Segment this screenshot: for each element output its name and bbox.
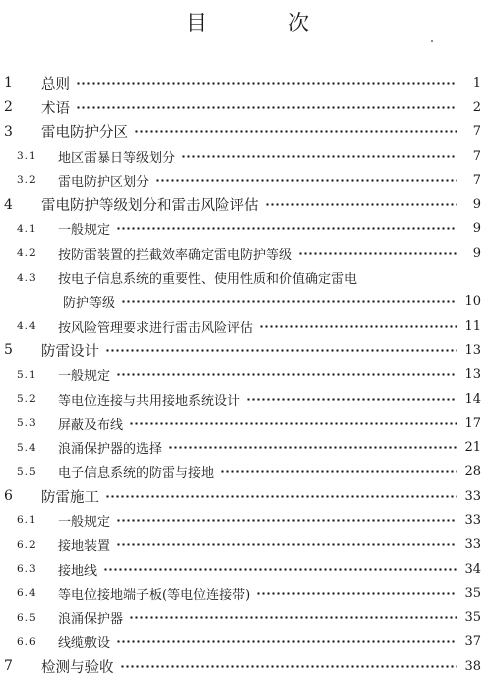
- toc-entry[interactable]: [0, 217, 495, 241]
- toc-entry-number: 4.1: [17, 222, 37, 235]
- toc-entry-page-number: 10: [464, 294, 481, 310]
- toc-entry[interactable]: [0, 265, 495, 289]
- dot-leader: [134, 120, 457, 144]
- toc-entry-page-number: 21: [464, 440, 481, 456]
- toc-entry-number: 3.2: [17, 174, 37, 187]
- toc-entry-title: 按风险管理要求进行雷击风险评估: [58, 320, 254, 336]
- toc-entry-number: 2: [4, 99, 13, 116]
- dot-leader: [246, 387, 457, 411]
- toc-entry[interactable]: [0, 581, 495, 605]
- toc-entry-page-number: 7: [472, 124, 481, 140]
- toc-entry-page-number: 35: [464, 610, 481, 626]
- dot-leader: [116, 508, 457, 532]
- toc-entry-page-number: 7: [472, 148, 481, 164]
- dot-leader: [103, 557, 457, 581]
- toc-entry[interactable]: [0, 144, 495, 168]
- toc-entry[interactable]: [0, 411, 495, 435]
- toc-entry-title: 雷电防护分区: [41, 125, 128, 142]
- toc-entry[interactable]: [0, 508, 495, 532]
- page-title: 目 次: [186, 11, 339, 35]
- toc-entry-page-number: 33: [464, 488, 481, 504]
- toc-entry-page-number: 1: [472, 75, 481, 91]
- dot-leader: [76, 71, 457, 95]
- toc-entry-page-number: 13: [464, 342, 481, 358]
- toc-entry-title: 线缆敷设: [58, 636, 111, 652]
- toc-entry-title: 防护等级: [63, 296, 116, 312]
- dot-leader: [265, 192, 458, 216]
- toc-entry-title: 浪涌保护器的选择: [58, 442, 163, 458]
- toc-entry-title: 按防雷装置的拦截效率确定雷电防护等级: [58, 247, 293, 263]
- toc-entry[interactable]: [0, 557, 495, 581]
- dot-leader: [121, 290, 457, 314]
- toc-entry-page-number: 14: [464, 391, 481, 407]
- toc-entry-page-number: 11: [464, 318, 481, 334]
- toc-entry-page-number: 34: [464, 561, 481, 577]
- toc-entry[interactable]: [0, 241, 495, 265]
- toc-entry-number: 4.4: [17, 320, 37, 333]
- toc-entry[interactable]: [0, 338, 495, 362]
- dot-leader: [105, 484, 457, 508]
- toc-entry-title: 总则: [41, 76, 70, 93]
- toc-entry-number: 6.3: [17, 563, 37, 576]
- toc-entry-number: 5.4: [17, 441, 37, 454]
- toc-entry-title: 浪涌保护器: [58, 612, 124, 628]
- toc-entry[interactable]: [0, 460, 495, 484]
- toc-entry-number: 6: [4, 488, 13, 505]
- toc-entry-title: 一般规定: [58, 369, 111, 385]
- toc-entry-continuation[interactable]: [0, 290, 495, 314]
- dot-leader: [129, 606, 457, 630]
- table-of-contents: [0, 71, 495, 678]
- dot-leader: [116, 217, 457, 241]
- toc-entry[interactable]: [0, 387, 495, 411]
- toc-entry-number: 1: [4, 75, 13, 92]
- toc-entry-title: 检测与验收: [41, 659, 114, 676]
- toc-entry-number: 6.2: [17, 538, 37, 551]
- toc-entry-number: 7: [4, 658, 13, 675]
- toc-entry-page-number: 38: [464, 658, 481, 674]
- toc-entry-title: 接地装置: [58, 539, 111, 555]
- toc-entry-page-number: 17: [464, 415, 481, 431]
- dot-leader: [76, 95, 457, 119]
- dot-leader: [120, 654, 458, 678]
- toc-entry-title: 防雷设计: [41, 343, 99, 360]
- toc-entry-number: 4.3: [17, 271, 37, 284]
- toc-entry[interactable]: [0, 71, 495, 95]
- toc-entry-number: 3.1: [17, 150, 37, 163]
- dot-leader: [116, 533, 457, 557]
- dot-leader: [259, 314, 457, 338]
- toc-entry-title: 一般规定: [58, 223, 111, 239]
- dot-leader: [256, 581, 457, 605]
- toc-entry-number: 5.3: [17, 417, 37, 430]
- dot-leader: [116, 630, 457, 654]
- toc-entry-number: 5.2: [17, 393, 37, 405]
- toc-entry-page-number: 37: [464, 634, 481, 650]
- toc-entry-number: 5.5: [17, 465, 37, 478]
- toc-entry-page-number: 7: [472, 172, 481, 188]
- toc-entry-number: 6.6: [17, 635, 37, 648]
- toc-entry-number: 6.1: [17, 514, 37, 527]
- dot-leader: [298, 241, 457, 265]
- dot-leader: [155, 168, 457, 192]
- dot-leader: [181, 144, 457, 168]
- toc-entry-title: 接地线: [58, 563, 98, 579]
- toc-entry-page-number: 9: [472, 221, 481, 237]
- toc-entry-page-number: 9: [472, 245, 481, 261]
- toc-entry-title: 等电位连接与共用接地系统设计: [58, 393, 241, 409]
- toc-entry[interactable]: [0, 435, 495, 459]
- toc-entry-page-number: 33: [464, 512, 481, 528]
- toc-entry-page-number: 28: [464, 464, 481, 480]
- toc-entry-title: 屏蔽及布线: [58, 417, 124, 433]
- toc-entry[interactable]: [0, 95, 495, 119]
- toc-entry-number: 5.1: [17, 368, 37, 381]
- toc-entry-page-number: 13: [464, 367, 481, 383]
- toc-entry[interactable]: [0, 630, 495, 654]
- dot-leader: [105, 338, 457, 362]
- toc-entry-title: 术语: [41, 100, 70, 117]
- toc-entry-title: 雷电防护等级划分和雷击风险评估: [41, 198, 259, 215]
- toc-entry-page-number: 35: [464, 585, 481, 601]
- toc-entry-page-number: 33: [464, 537, 481, 553]
- toc-entry[interactable]: [0, 484, 495, 508]
- toc-entry-number: 4: [4, 196, 13, 213]
- dot-leader: [129, 411, 457, 435]
- toc-entry-number: 3: [4, 123, 13, 140]
- toc-entry-number: 4.2: [17, 247, 37, 260]
- toc-entry-number: 6.5: [17, 611, 37, 624]
- toc-entry[interactable]: [0, 168, 495, 192]
- toc-entry-title: 防雷施工: [41, 489, 99, 506]
- dot-leader: [116, 363, 457, 387]
- toc-entry-title: 等电位接地端子板(等电位连接带): [58, 587, 251, 603]
- toc-entry[interactable]: [0, 533, 495, 557]
- toc-entry[interactable]: [0, 192, 495, 216]
- scan-speck: [431, 40, 433, 42]
- toc-entry[interactable]: [0, 606, 495, 630]
- toc-entry-number: 5: [4, 342, 13, 359]
- toc-entry-title: 按电子信息系统的重要性、使用性质和价值确定雷电: [58, 272, 358, 288]
- toc-entry[interactable]: [0, 314, 495, 338]
- dot-leader: [220, 460, 457, 484]
- toc-entry-page-number: 2: [472, 99, 481, 115]
- toc-entry[interactable]: [0, 654, 495, 678]
- toc-entry-number: 6.4: [17, 587, 37, 600]
- toc-entry-page-number: 9: [472, 197, 481, 213]
- toc-entry-title: 一般规定: [58, 514, 111, 530]
- toc-entry-title: 地区雷暴日等级划分: [58, 150, 176, 166]
- dot-leader: [168, 435, 457, 459]
- toc-entry[interactable]: [0, 120, 495, 144]
- toc-entry-title: 雷电防护区划分: [58, 174, 150, 190]
- toc-entry[interactable]: [0, 363, 495, 387]
- toc-entry-title: 电子信息系统的防雷与接地: [58, 466, 215, 482]
